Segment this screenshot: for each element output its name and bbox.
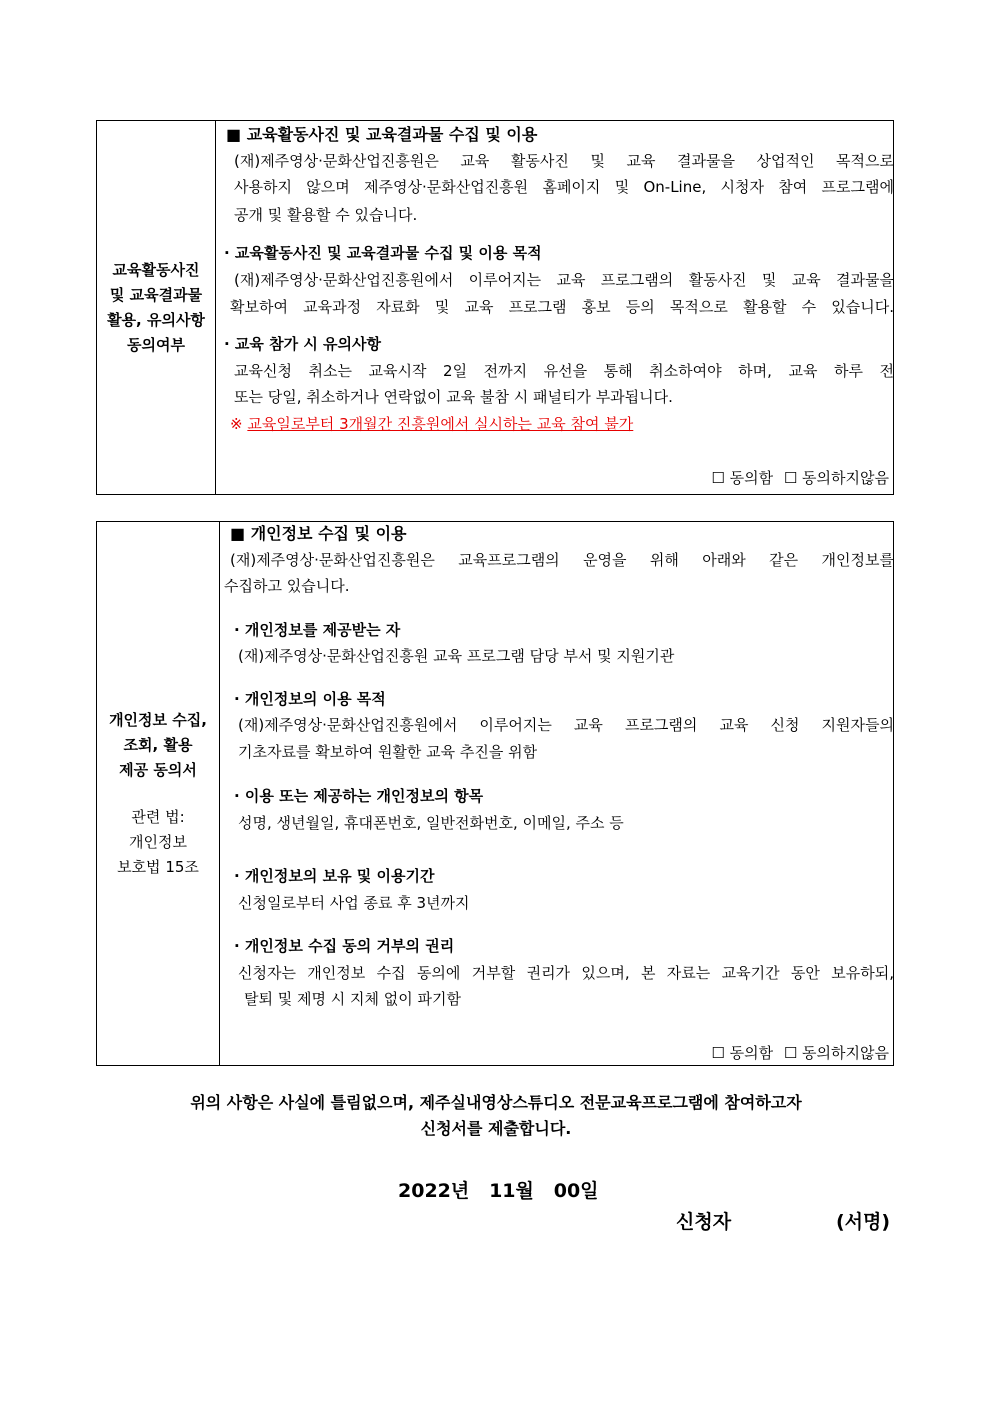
privacy-consent-label xyxy=(97,522,220,1065)
paragraph-line: 수집하고 있습니다. xyxy=(224,577,350,595)
signature-label: (서명) xyxy=(836,1211,891,1233)
purpose-text: (재)제주영상·문화산업진흥원에서 이루어지는 교육 프로그램의 교육 신청 지원자들의 xyxy=(238,716,894,734)
purpose-heading: · 개인정보의 이용 목적 xyxy=(234,690,386,708)
recipient-text: (재)제주영상·문화산업진흥원 교육 프로그램 담당 부서 및 지원기관 xyxy=(238,647,675,665)
purpose-text: 기초자료를 확보하여 원활한 교육 추진을 위함 xyxy=(238,743,538,761)
paragraph-line: 또는 당일, 취소하거나 연락없이 교육 불참 시 패널티가 부과됩니다. xyxy=(234,388,673,406)
submission-date: 2022년 11월 00일 xyxy=(398,1180,599,1202)
refuse-text: 탈퇴 및 제명 시 지체 없이 파기함 xyxy=(244,990,461,1008)
statement-line: 위의 사항은 사실에 틀림없으며, 제주실내영상스튜디오 전문교육프로그램에 참여하고자 xyxy=(190,1093,802,1112)
note-line xyxy=(230,413,633,435)
note-text: 교육일로부터 3개월간 진흥원에서 실시하는 교육 참여 불가 xyxy=(247,415,634,433)
paragraph-line: 교육신청 취소는 교육시작 2일 전까지 유선을 통해 취소하여야 하며, 교육 하루 전 xyxy=(234,362,894,380)
label-line: 동의여부 xyxy=(127,335,185,354)
paragraph-line: (재)제주영상·문화산업진흥원에서 이루어지는 교육 프로그램의 활동사진 및 교육 결과물을 xyxy=(234,271,894,289)
refuse-heading: · 개인정보 수집 동의 거부의 권리 xyxy=(234,937,455,955)
section-heading: · 교육 참가 시 유의사항 xyxy=(224,335,381,353)
items-text: 성명, 생년월일, 휴대폰번호, 일반전화번호, 이메일, 주소 등 xyxy=(238,814,624,832)
section-heading: ■ 개인정보 수집 및 이용 xyxy=(230,524,407,543)
privacy-consent-content xyxy=(220,522,893,1065)
paragraph-line: 공개 및 활용할 수 있습니다. xyxy=(234,206,418,224)
paragraph-line: (재)제주영상·문화산업진흥원은 교육 활동사진 및 교육 결과물을 상업적인 목적으로 xyxy=(234,152,894,170)
note-mark: ※ xyxy=(230,415,243,433)
paragraph-line: (재)제주영상·문화산업진흥원은 교육프로그램의 운영을 위해 아래와 같은 개인정보를 xyxy=(230,551,894,569)
items-heading: · 이용 또는 제공하는 개인정보의 항목 xyxy=(234,787,484,805)
label-line: 교육활동사진 xyxy=(112,260,200,279)
photo-consent-content xyxy=(216,121,893,494)
applicant-label: 신청자 xyxy=(676,1211,732,1233)
consent-options xyxy=(711,1042,889,1064)
agree-checkbox[interactable]: ☐ 동의함 xyxy=(711,469,774,487)
label-line: 개인정보 수집, xyxy=(109,710,207,729)
paragraph-line: 사용하지 않으며 제주영상·문화산업진흥원 홈페이지 및 On-Line, 시청자 참여 프로그램에 xyxy=(234,178,894,196)
section-heading: ■ 교육활동사진 및 교육결과물 수집 및 이용 xyxy=(226,125,538,144)
period-heading: · 개인정보의 보유 및 이용기간 xyxy=(234,867,435,885)
recipient-heading: · 개인정보를 제공받는 자 xyxy=(234,621,401,639)
label-line: 조회, 활용 xyxy=(123,735,193,754)
agree-checkbox[interactable]: ☐ 동의함 xyxy=(711,1044,774,1062)
period-text: 신청일로부터 사업 종료 후 3년까지 xyxy=(238,894,470,912)
label-line: 제공 동의서 xyxy=(119,760,197,779)
law-line: 보호법 15조 xyxy=(117,857,199,876)
section-heading: · 교육활동사진 및 교육결과물 수집 및 이용 목적 xyxy=(224,244,542,262)
photo-consent-table xyxy=(96,120,894,495)
refuse-text: 신청자는 개인정보 수집 동의에 거부할 권리가 있으며, 본 자료는 교육기간 동안 보유하되, xyxy=(238,964,894,982)
paragraph-line: 확보하여 교육과정 자료화 및 교육 프로그램 홍보 등의 목적으로 활용할 수 있습니다. xyxy=(230,298,894,316)
privacy-consent-table xyxy=(96,521,894,1066)
consent-options xyxy=(711,467,889,489)
statement-line: 신청서를 제출합니다. xyxy=(420,1119,572,1138)
disagree-checkbox[interactable]: ☐ 동의하지않음 xyxy=(783,469,889,487)
disagree-checkbox[interactable]: ☐ 동의하지않음 xyxy=(783,1044,889,1062)
label-line: 및 교육결과물 xyxy=(109,285,203,304)
law-line: 개인정보 xyxy=(129,832,187,851)
law-line: 관련 법: xyxy=(131,807,185,826)
photo-consent-label xyxy=(97,121,216,494)
label-line: 활용, 유의사항 xyxy=(107,310,205,329)
